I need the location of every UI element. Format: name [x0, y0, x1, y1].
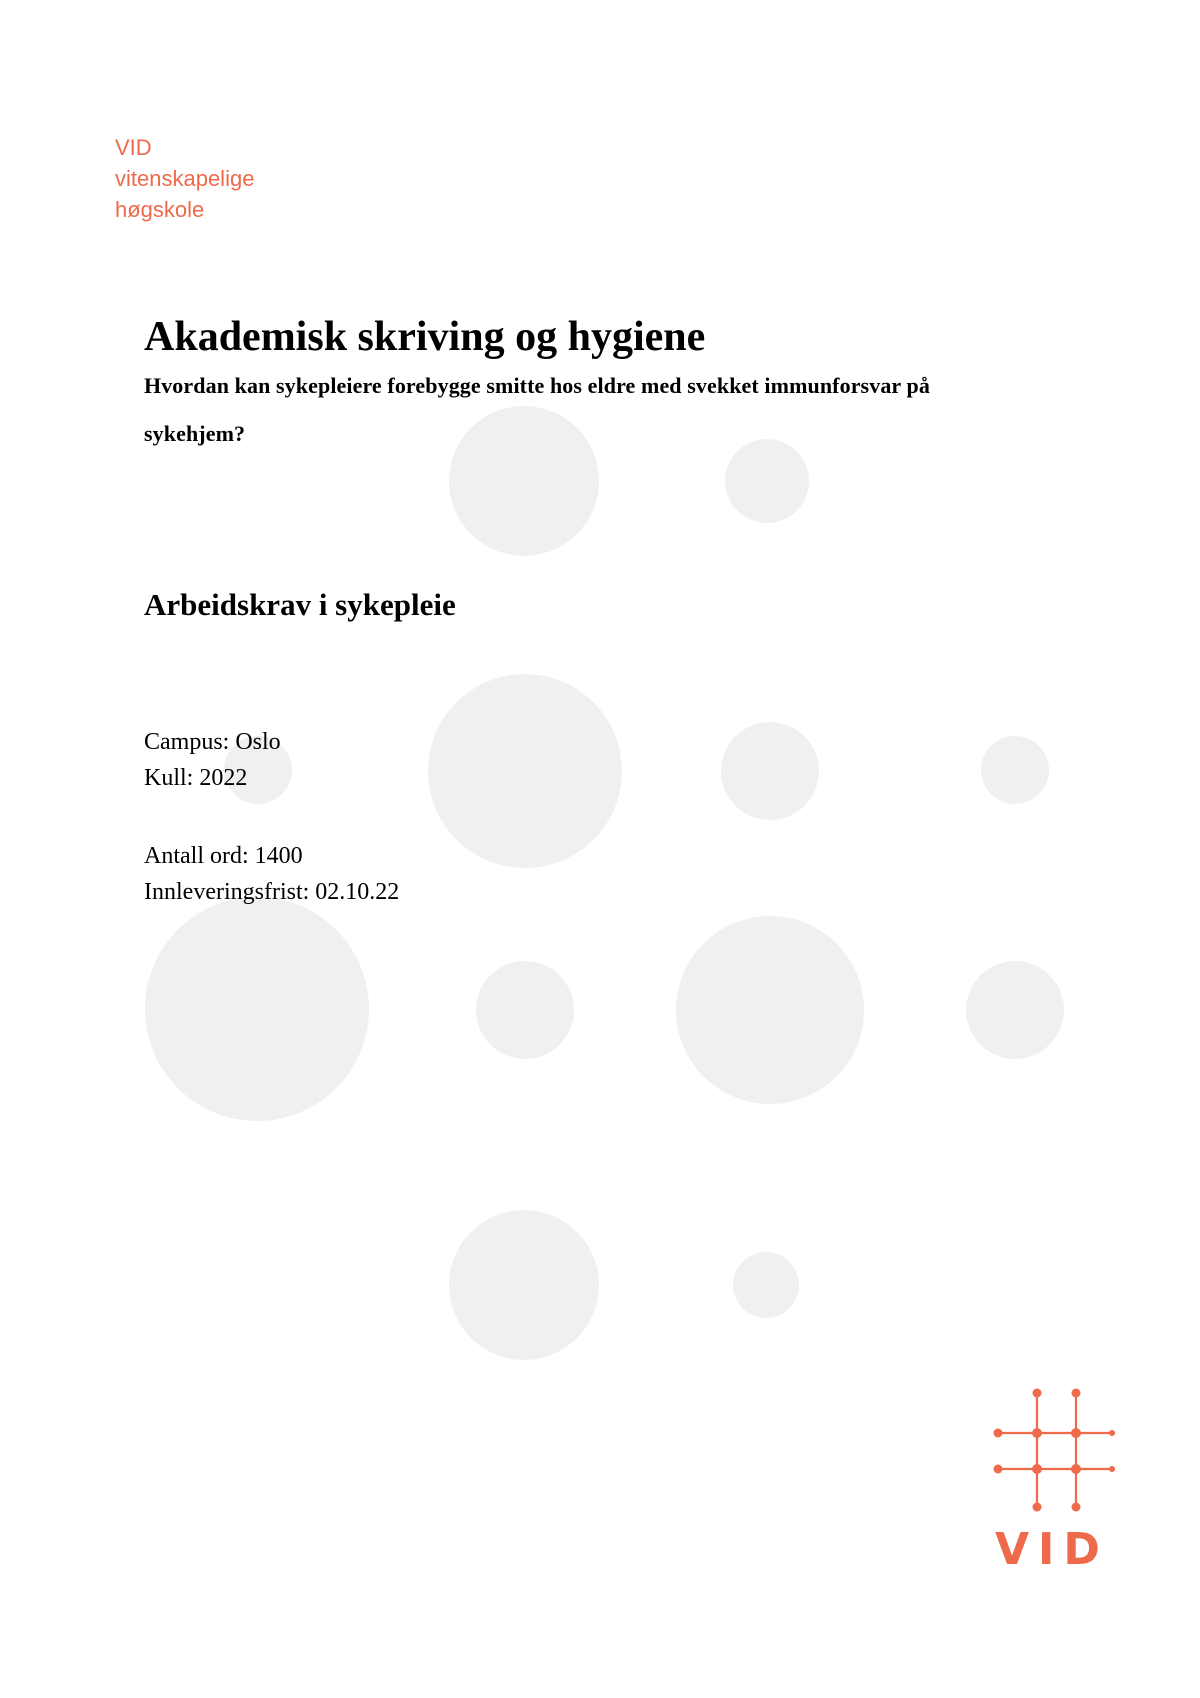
vid-grid-logo-icon [985, 1385, 1115, 1515]
decor-circle [966, 961, 1064, 1059]
decor-circle [145, 897, 369, 1121]
decor-circle [476, 961, 574, 1059]
word-count-line: Antall ord: 1400 [144, 843, 303, 869]
decor-circle [676, 916, 864, 1104]
vid-logo [985, 1385, 1115, 1585]
vid-logo-text: VID [995, 1524, 1109, 1575]
title-block [144, 312, 964, 458]
document-subtitle [144, 362, 964, 458]
decor-circle [449, 1210, 599, 1360]
campus-line: Campus: Oslo [144, 729, 281, 755]
wordmark-line-2: vitenskapelige [115, 166, 255, 191]
decor-circle [733, 1252, 799, 1318]
wordmark-line-1: VID [115, 135, 152, 160]
deadline-line: Innleveringsfrist: 02.10.22 [144, 879, 400, 905]
decor-circle [721, 722, 819, 820]
assignment-heading: Arbeidskrav i sykepleie [144, 587, 456, 622]
decor-circle [981, 736, 1049, 804]
submission-info [144, 838, 399, 910]
campus-info [144, 724, 281, 796]
kull-line: Kull: 2022 [144, 765, 248, 791]
institution-wordmark [115, 132, 254, 225]
wordmark-line-3: høgskole [115, 197, 205, 222]
subtitle-text: Hvordan kan sykepleiere forebygge smitte hos eldre med svekket immunforsvar på sykehjem? [144, 373, 930, 446]
decor-circle [428, 674, 622, 868]
document-title: Akademisk skriving og hygiene [144, 314, 706, 360]
